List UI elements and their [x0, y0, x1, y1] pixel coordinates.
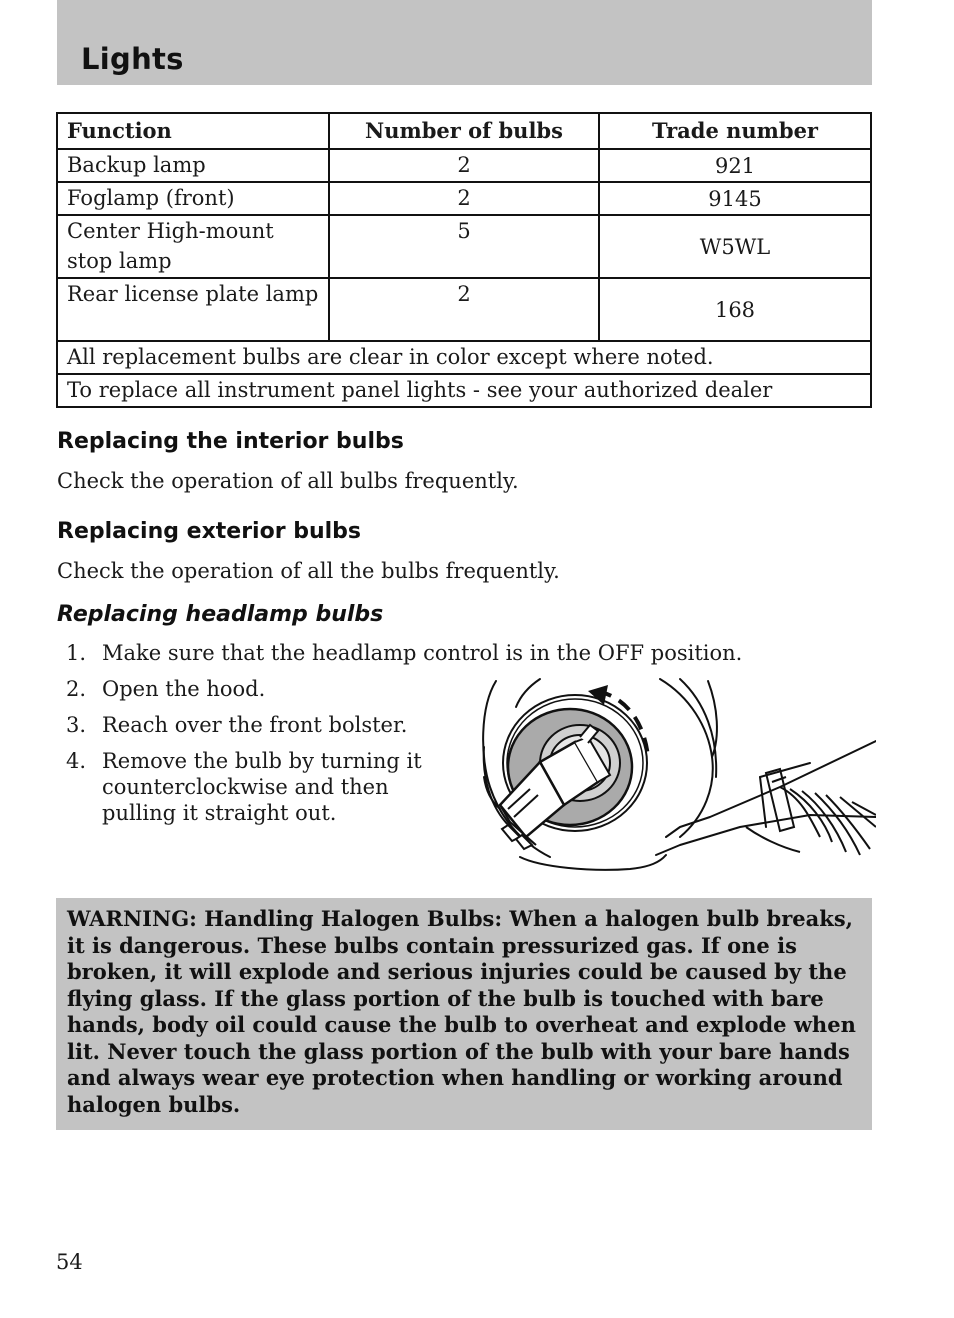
- warning-text: WARNING: Handling Halogen Bulbs: When a halogen bulb breaks, it is dangerous. These bulbs contain pressurized gas. If one is broken, it will explode and serious injuries could be caused by the flying glass. If the glass portion of the bulb is touched with bare hands, body oil could cause the bulb to overheat and explode when lit. Never touch the glass portion of the bulb with your bare hands and always wear eye protection when handling or working around halogen bulbs.: [67, 906, 856, 1117]
- cell-function: Foglamp (front): [57, 182, 329, 215]
- table-row: [57, 278, 871, 341]
- section-header-band: [57, 0, 872, 85]
- step-number: 1.: [66, 641, 87, 665]
- step-text: Remove the bulb by turning it counterclockwise and then pulling it straight out.: [102, 749, 422, 825]
- table-row: [57, 215, 871, 278]
- step-number: 3.: [66, 713, 87, 737]
- page-title: Lights: [81, 42, 184, 76]
- cell-function: Backup lamp: [57, 149, 329, 182]
- cell-trade: 9145: [599, 182, 871, 215]
- column-header-function: Function: [57, 113, 329, 149]
- cell-bulbs: 2: [329, 182, 599, 215]
- cell-trade: 921: [599, 149, 871, 182]
- cell-bulbs: 5: [329, 215, 599, 278]
- page-number: 54: [56, 1250, 83, 1274]
- note-clear-bulbs: All replacement bulbs are clear in color except where noted.: [57, 341, 871, 374]
- heading-headlamp-bulbs: Replacing headlamp bulbs: [57, 602, 384, 627]
- table-note-row: [57, 374, 871, 407]
- cell-bulbs: 2: [329, 149, 599, 182]
- interior-bulbs-text: Check the operation of all bulbs frequently.: [57, 469, 519, 493]
- heading-exterior-bulbs: Replacing exterior bulbs: [57, 519, 362, 544]
- note-instrument-panel: To replace all instrument panel lights - see your authorized dealer: [57, 374, 871, 407]
- table-row: [57, 182, 871, 215]
- heading-interior-bulbs: Replacing the interior bulbs: [57, 429, 404, 454]
- cell-bulbs: 2: [329, 278, 599, 341]
- bulb-specification-table: [56, 112, 872, 408]
- step-text: Reach over the front bolster.: [102, 713, 408, 737]
- table-note-row: [57, 341, 871, 374]
- cell-trade: 168: [599, 278, 871, 341]
- cell-function: Rear license plate lamp: [57, 278, 329, 341]
- list-item: [66, 640, 742, 666]
- headlamp-bulb-removal-illustration: [480, 677, 876, 872]
- cell-function: Center High-mount stop lamp: [57, 215, 329, 278]
- table-row: [57, 149, 871, 182]
- step-text: Open the hood.: [102, 677, 266, 701]
- exterior-bulbs-text: Check the operation of all the bulbs frequently.: [57, 559, 560, 583]
- list-item: [66, 748, 446, 826]
- table-header-row: [57, 113, 871, 149]
- step-number: 4.: [66, 749, 87, 773]
- column-header-trade-number: Trade number: [599, 113, 871, 149]
- halogen-warning-box: [56, 898, 872, 1130]
- step-number: 2.: [66, 677, 87, 701]
- cell-trade: W5WL: [599, 215, 871, 278]
- column-header-number-of-bulbs: Number of bulbs: [329, 113, 599, 149]
- step-text: Make sure that the headlamp control is in the OFF position.: [102, 641, 743, 665]
